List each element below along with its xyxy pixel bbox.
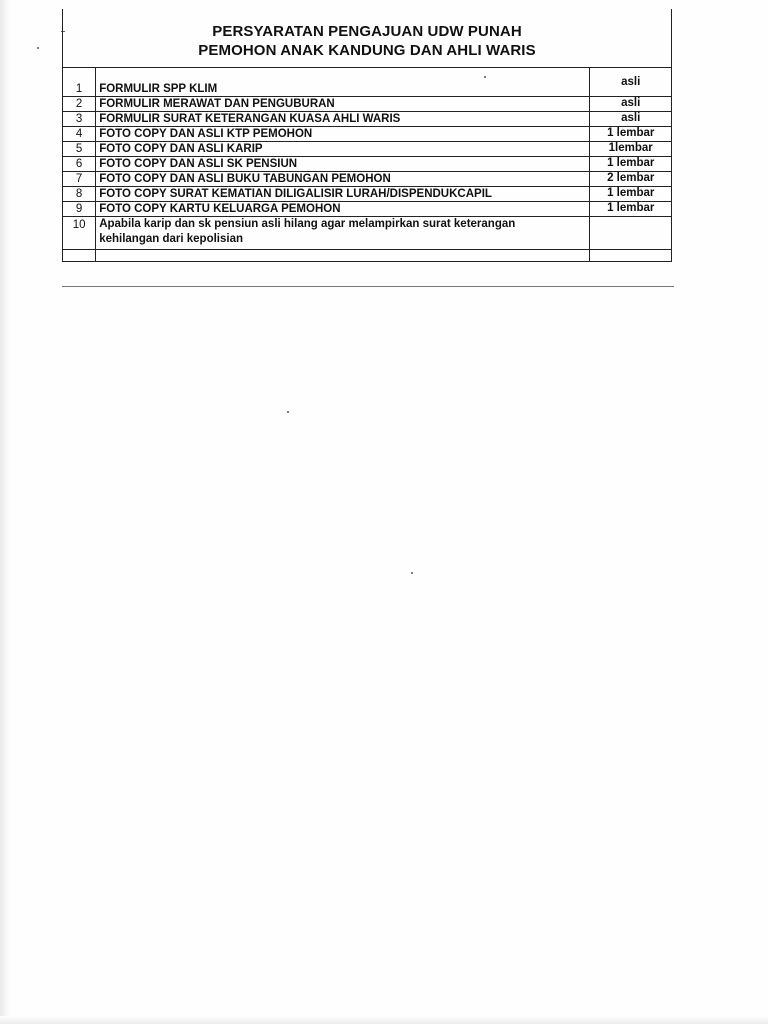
table-row	[63, 68, 672, 97]
row-number: 8	[63, 187, 96, 202]
row-number: 4	[63, 127, 96, 142]
row-note: 2 lembar	[590, 172, 672, 187]
row-note: 1 lembar	[590, 187, 672, 202]
title-box	[62, 9, 672, 67]
table-row	[63, 112, 672, 127]
row-note: 1lembar	[590, 142, 672, 157]
table-row	[63, 187, 672, 202]
table-row	[63, 127, 672, 142]
row-description-line: kehilangan dari kepolisian	[99, 233, 243, 245]
table-row	[63, 157, 672, 172]
row-number: 3	[63, 112, 96, 127]
scan-speck	[37, 47, 39, 49]
row-number: 2	[63, 97, 96, 112]
row-description: FORMULIR MERAWAT DAN PENGUBURAN	[96, 97, 590, 112]
row-note: asli	[590, 112, 672, 127]
table-row	[63, 202, 672, 217]
bottom-rule	[62, 286, 674, 287]
scan-speck	[287, 411, 289, 413]
row-number: 5	[63, 142, 96, 157]
row-description: FOTO COPY DAN ASLI KTP PEMOHON	[96, 127, 590, 142]
row-number: 6	[63, 157, 96, 172]
row-number: 9	[63, 202, 96, 217]
row-description: FOTO COPY DAN ASLI BUKU TABUNGAN PEMOHON	[96, 172, 590, 187]
row-note: 1 lembar	[590, 127, 672, 142]
scan-speck	[411, 572, 413, 574]
scan-shadow-left	[0, 0, 10, 1024]
row-note: 1 lembar	[590, 202, 672, 217]
scan-shadow-bottom	[0, 1016, 768, 1024]
table-row-empty	[63, 250, 672, 262]
row-description: FOTO COPY DAN ASLI KARIP	[96, 142, 590, 157]
row-description: FORMULIR SURAT KETERANGAN KUASA AHLI WARIS	[96, 112, 590, 127]
row-description: FOTO COPY KARTU KELUARGA PEMOHON	[96, 202, 590, 217]
requirements-document	[62, 9, 672, 262]
row-note: asli	[590, 68, 672, 97]
row-number: 7	[63, 172, 96, 187]
row-description: FORMULIR SPP KLIM	[96, 68, 590, 97]
document-title: PERSYARATAN PENGAJUAN UDW PUNAH	[212, 23, 522, 40]
row-note	[590, 250, 672, 262]
row-number: 1	[63, 68, 96, 97]
row-number: 10	[63, 217, 96, 250]
row-description: FOTO COPY SURAT KEMATIAN DILIGALISIR LURAH/DISPENDUKCAPIL	[96, 187, 590, 202]
table-row	[63, 142, 672, 157]
document-subtitle: PEMOHON ANAK KANDUNG DAN AHLI WARIS	[198, 42, 536, 59]
table-row	[63, 97, 672, 112]
row-number	[63, 250, 96, 262]
table-row	[63, 172, 672, 187]
requirements-table	[62, 67, 672, 262]
row-description: FOTO COPY DAN ASLI SK PENSIUN	[96, 157, 590, 172]
table-row	[63, 217, 672, 250]
row-note: asli	[590, 97, 672, 112]
row-description-line: Apabila karip dan sk pensiun asli hilang agar melampirkan surat keterangan	[99, 218, 516, 230]
row-note	[590, 217, 672, 250]
row-description	[96, 250, 590, 262]
row-description	[96, 217, 590, 250]
row-note: 1 lembar	[590, 157, 672, 172]
